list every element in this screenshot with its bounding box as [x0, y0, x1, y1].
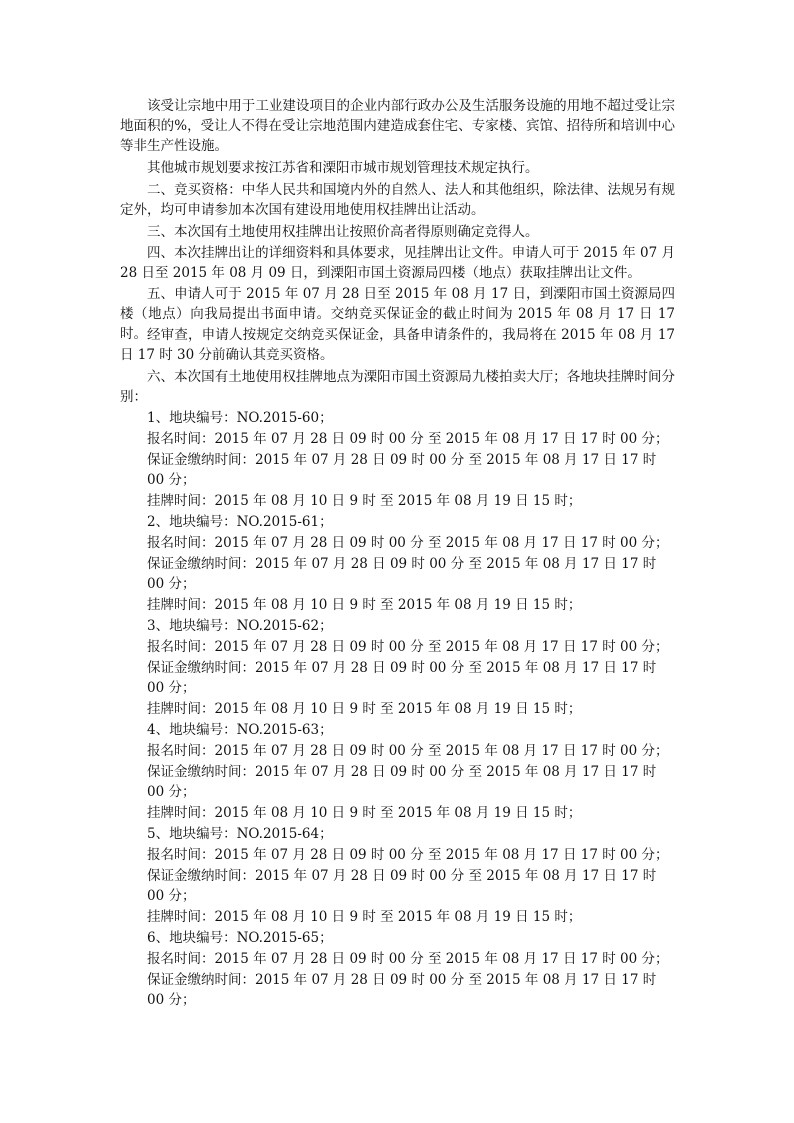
plot-number: 1、地块编号：NO.2015-60；: [147, 410, 333, 426]
plot-number: 2、地块编号：NO.2015-61；: [147, 513, 333, 530]
registration-time: 报名时间：2015 年 07 月 28 日 09 时 00 分 至 2015 年 08 月 17 日 17 时 00 分；: [147, 950, 669, 967]
plot-number: 4、地块编号：NO.2015-63；: [147, 721, 333, 738]
listing-time: 挂牌时间：2015 年 08 月 10 日 9 时 至 2015 年 08 月 19 日 15 时；: [147, 805, 582, 822]
paragraph-planning-requirements: 其他城市规划要求按江苏省和溧阳市城市规划管理技术规定执行。: [147, 160, 539, 176]
deposit-time: 保证金缴纳时间：2015 年 07 月 28 日 09 时 00 分 至 2015 年 08 月 17 日 17 时 00 分；: [147, 763, 657, 801]
plot-number: 6、地块编号：NO.2015-65；: [147, 929, 333, 946]
plot-item: [147, 616, 677, 720]
plot-item: [147, 408, 677, 512]
deposit-time: 保证金缴纳时间：2015 年 07 月 28 日 09 时 00 分 至 2015 年 08 月 17 日 17 时 00 分；: [147, 451, 657, 489]
plot-item: [147, 720, 677, 824]
paragraph-bidder-qualification: 二、竞买资格：中华人民共和国境内外的自然人、法人和其他组织，除法律、法规另有规定外，均可申请参加本次国有建设用地使用权挂牌出让活动。: [120, 182, 675, 218]
deposit-time: 保证金缴纳时间：2015 年 07 月 28 日 09 时 00 分 至 2015 年 08 月 17 日 17 时 00 分；: [147, 971, 657, 1009]
registration-time: 报名时间：2015 年 07 月 28 日 09 时 00 分 至 2015 年 08 月 17 日 17 时 00 分；: [147, 638, 669, 655]
plot-number: 3、地块编号：NO.2015-62；: [147, 617, 333, 634]
paragraph-admin-land-limit: 该受让宗地中用于工业建设项目的企业内部行政办公及生活服务设施的用地不超过受让宗地面积的%，受让人不得在受让宗地范围内建造成套住宅、专家楼、宾馆、招待所和培训中心等非生产性设施。: [120, 98, 675, 154]
listing-time: 挂牌时间：2015 年 08 月 10 日 9 时 至 2015 年 08 月 19 日 15 时；: [147, 701, 582, 718]
plot-item: [147, 928, 677, 1011]
deposit-time: 保证金缴纳时间：2015 年 07 月 28 日 09 时 00 分 至 2015 年 08 月 17 日 17 时 00 分；: [147, 555, 657, 593]
registration-time: 报名时间：2015 年 07 月 28 日 09 时 00 分 至 2015 年 08 月 17 日 17 时 00 分；: [147, 430, 669, 447]
paragraph-listing-documents: 四、本次挂牌出让的详细资料和具体要求，见挂牌出让文件。申请人可于 2015 年 07 月 28 日至 2015 年 08 月 09 日，到溧阳市国土资源局四楼（地点）获取挂牌出让文件。: [120, 245, 675, 281]
registration-time: 报名时间：2015 年 07 月 28 日 09 时 00 分 至 2015 年 08 月 17 日 17 时 00 分；: [147, 534, 669, 551]
registration-time: 报名时间：2015 年 07 月 28 日 09 时 00 分 至 2015 年 08 月 17 日 17 时 00 分；: [147, 846, 669, 863]
paragraph-qualification-review: 经审查，申请人按规定交纳竞买保证金，具备申请条件的，我局将在 2015 年 08 月 17 日 17 时 30 分前确认其竞买资格。: [120, 327, 675, 363]
listing-time: 挂牌时间：2015 年 08 月 10 日 9 时 至 2015 年 08 月 19 日 15 时；: [147, 597, 582, 614]
plot-item: [147, 824, 677, 928]
deposit-time: 保证金缴纳时间：2015 年 07 月 28 日 09 时 00 分 至 2015 年 08 月 17 日 17 时 00 分；: [147, 867, 657, 905]
paragraph-application: 五、申请人可于 2015 年 07 月 28 日至 2015 年 08 月 17 日，到溧阳市国土资源局四楼（地点）向我局提出书面申请。交纳竞买保证金的截止时间为 2015 年 08 月 17 日 17 时。: [120, 286, 675, 342]
paragraph-winner-principle: 三、本次国有土地使用权挂牌出让按照价高者得原则确定竞得人。: [147, 224, 539, 240]
listing-time: 挂牌时间：2015 年 08 月 10 日 9 时 至 2015 年 08 月 19 日 15 时；: [147, 909, 582, 926]
deposit-time: 保证金缴纳时间：2015 年 07 月 28 日 09 时 00 分 至 2015 年 08 月 17 日 17 时 00 分；: [147, 659, 657, 697]
plot-item: [147, 512, 677, 616]
plot-number: 5、地块编号：NO.2015-64；: [147, 825, 333, 842]
paragraph-listing-venue: 六、本次国有土地使用权挂牌地点为溧阳市国土资源局九楼拍卖大厅；各地块挂牌时间分别：: [120, 369, 675, 405]
listing-time: 挂牌时间：2015 年 08 月 10 日 9 时 至 2015 年 08 月 19 日 15 时；: [147, 493, 582, 510]
registration-time: 报名时间：2015 年 07 月 28 日 09 时 00 分 至 2015 年 08 月 17 日 17 时 00 分；: [147, 742, 669, 759]
plot-list: [147, 408, 677, 1011]
